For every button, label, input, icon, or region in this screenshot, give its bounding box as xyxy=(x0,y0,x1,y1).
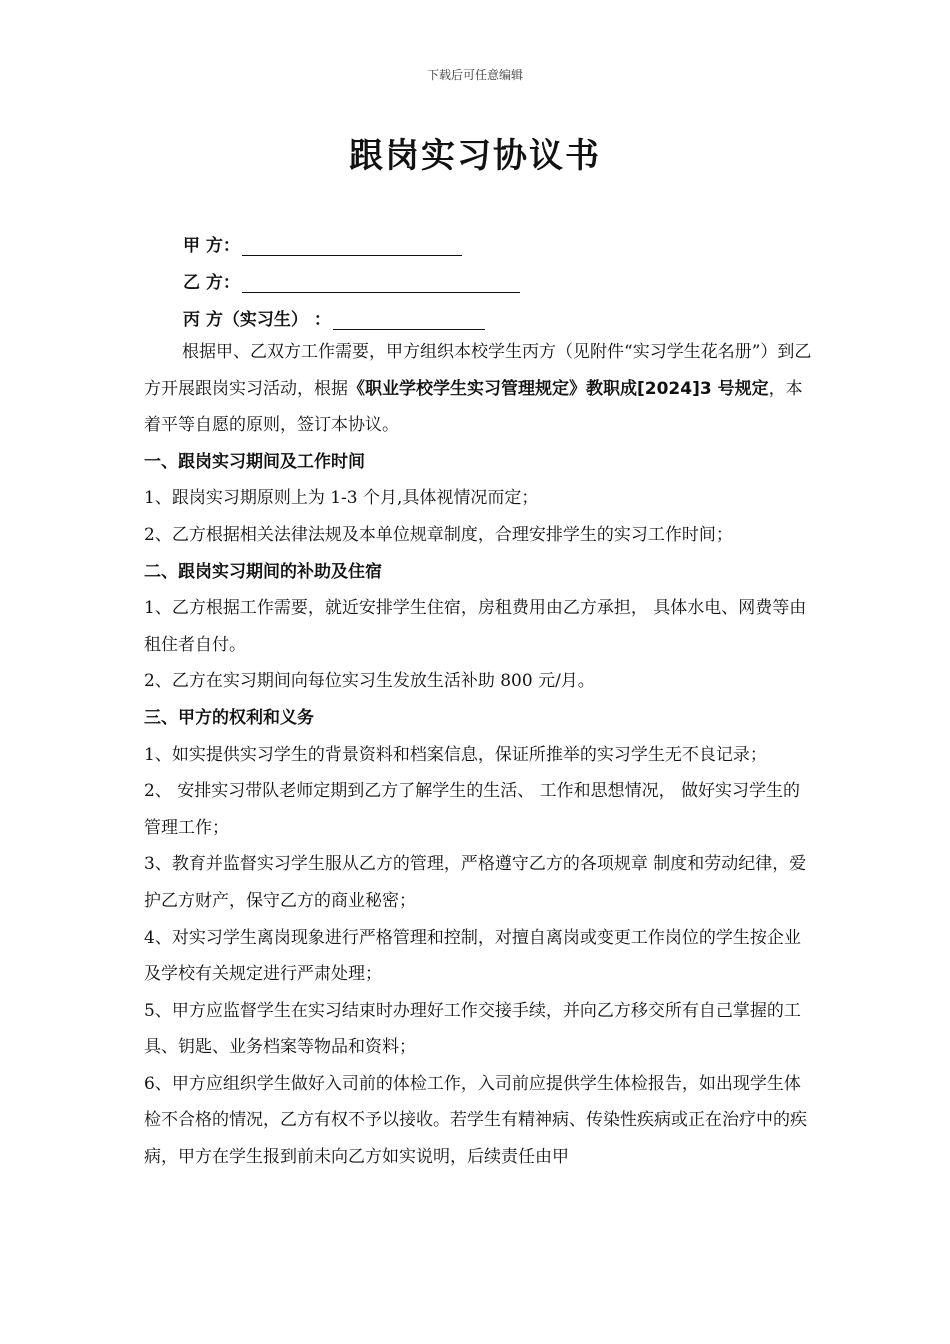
clause: 2、乙方在实习期间向每位实习生发放生活补助 800 元/月。 xyxy=(144,671,595,692)
clause: 5、甲方应监督学生在实习结束时办理好工作交接手续，并向乙方移交所有自己掌握的工具、钥匙、业务档案等物品和资料； xyxy=(144,1000,801,1058)
intro-regulation: 《职业学校学生实习管理规定》教职成[2024]3 号规定 xyxy=(348,378,769,399)
intro-text-2: ，本着平等自愿的原则，签订本协议。 xyxy=(144,378,803,436)
clause: 4、对实习学生离岗现象进行严格管理和控制，对擅自离岗或变更工作岗位的学生按企业及学校有关规定进行严肃处理； xyxy=(144,927,801,985)
party-a-line xyxy=(183,230,462,256)
agreement-body xyxy=(144,334,816,1176)
party-a-blank xyxy=(242,235,462,256)
clause: 1、如实提供实习学生的背景资料和档案信息，保证所推举的实习学生无不良记录； xyxy=(144,744,767,765)
section-heading: 三、甲方的权利和义务 xyxy=(144,707,314,728)
section-heading: 一、跟岗实习期间及工作时间 xyxy=(144,451,365,472)
header-note: 下载后可任意编辑 xyxy=(426,68,523,82)
party-b-label: 乙 方： xyxy=(183,273,240,293)
party-b-line xyxy=(183,267,520,293)
clause: 1、乙方根据工作需要，就近安排学生住宿，房租费用由乙方承担， 具体水电、网费等由租住者自付。 xyxy=(144,598,807,655)
clause: 2、乙方根据相关法律法规及本单位规章制度，合理安排学生的实习工作时间； xyxy=(144,524,733,545)
clause: 6、甲方应组织学生做好入司前的体检工作，入司前应提供学生体检报告，如出现学生体检不合格的情况，乙方有权不予以接收。若学生有精神病、传染性疾病或正在治疗中的疾病，甲方在学生报到前未向乙方如实说明，后续责任由甲 xyxy=(144,1073,807,1168)
party-c-label: 丙 方（实习生） ： xyxy=(183,310,331,330)
clause: 3、教育并监督实习学生服从乙方的管理，严格遵守乙方的各项规章 制度和劳动纪律，爱护乙方财产，保守乙方的商业秘密； xyxy=(144,854,807,911)
party-c-line xyxy=(183,304,485,330)
party-b-blank xyxy=(242,272,520,293)
intro-text-1: 根据甲、乙双方工作需要，甲方组织本校学生丙方（见附件“实习学生花名册”）到乙方开展跟岗实习活动，根据 xyxy=(144,342,812,399)
section-heading: 二、跟岗实习期间的补助及住宿 xyxy=(144,561,382,582)
clause: 2、 安排实习带队老师定期到乙方了解学生的生活、 工作和思想情况， 做好实习学生的管理工作； xyxy=(144,781,801,838)
party-c-blank xyxy=(333,309,485,330)
document-title: 跟岗实习协议书 xyxy=(349,136,601,176)
party-a-label: 甲 方： xyxy=(183,236,240,256)
clause: 1、跟岗实习期原则上为 1-3 个月,具体视情况而定； xyxy=(144,488,539,509)
intro-paragraph xyxy=(144,334,816,444)
